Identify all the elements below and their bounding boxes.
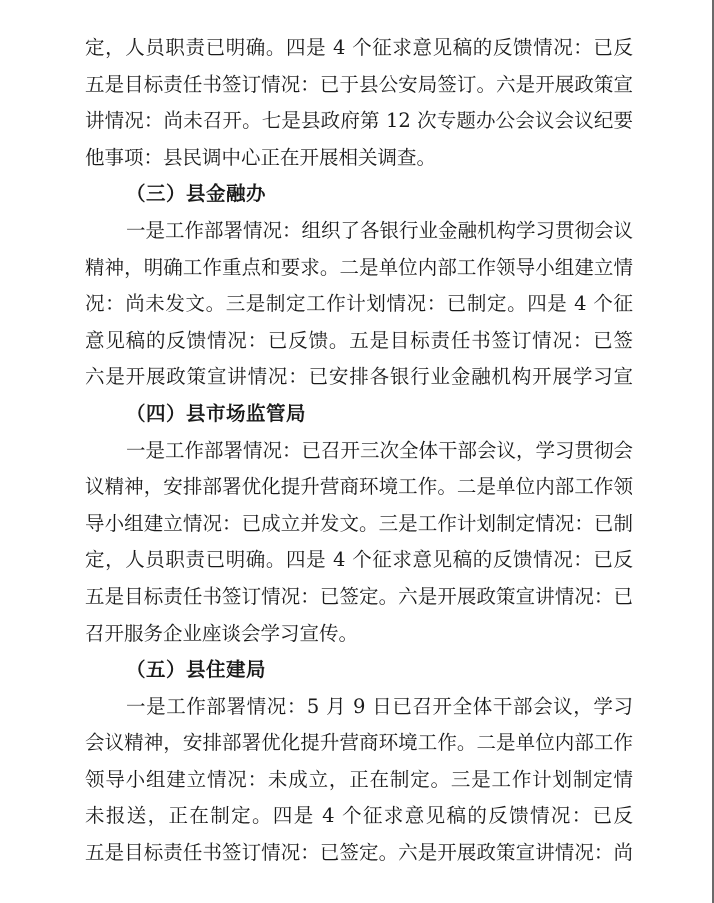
text-line: 六是开展政策宣讲情况：已安排各银行业金融机构开展学习宣 — [85, 365, 633, 389]
text-line: 议精神，安排部署优化提升营商环境工作。二是单位内部工作领 — [85, 475, 633, 499]
text-line: 五是目标责任书签订情况：已于县公安局签订。六是开展政策宣 — [85, 72, 633, 96]
paragraph-first-line: 一是工作部署情况：组织了各银行业金融机构学习贯彻会议 — [126, 218, 633, 242]
text-line: 领导小组建立情况：未成立，正在制定。三是工作计划制定情 — [85, 767, 633, 791]
section-heading-market-regulation: （四）县市场监管局 — [126, 401, 307, 425]
text-line: 未报送，正在制定。四是 4 个征求意见稿的反馈情况：已反 — [85, 804, 633, 828]
text-line: 定，人员职责已明确。四是 4 个征求意见稿的反馈情况：已反 — [85, 36, 633, 59]
text-line: 五是目标责任书签订情况：已签定。六是开展政策宣讲情况：已 — [85, 584, 633, 608]
text-line: 导小组建立情况：已成立并发文。三是工作计划制定情况：已制 — [85, 511, 633, 535]
paragraph-first-line: 一是工作部署情况：已召开三次全体干部会议，学习贯彻会 — [126, 438, 633, 462]
section-heading-housing-bureau: （五）县住建局 — [126, 658, 267, 682]
text-line: 定，人员职责已明确。四是 4 个征求意见稿的反馈情况：已反 — [85, 548, 633, 572]
document-body — [85, 30, 633, 872]
paragraph-first-line: 一是工作部署情况：5 月 9 日已召开全体干部会议，学习 — [126, 694, 633, 718]
text-line: 精神，明确工作重点和要求。二是单位内部工作领导小组建立情 — [85, 255, 633, 279]
section-heading-finance-office: （三）县金融办 — [126, 182, 267, 206]
text-line: 五是目标责任书签订情况：已签定。六是开展政策宣讲情况：尚 — [85, 841, 633, 865]
text-line: 况：尚未发文。三是制定工作计划情况：已制定。四是 4 个征 — [85, 292, 633, 316]
text-line: 他事项：县民调中心正在开展相关调查。 — [85, 145, 437, 169]
text-line: 意见稿的反馈情况：已反馈。五是目标责任书签订情况：已签 — [85, 328, 633, 352]
text-line: 会议精神，安排部署优化提升营商环境工作。二是单位内部工作 — [85, 731, 633, 755]
text-line: 讲情况：尚未召开。七是县政府第 12 次专题办公会议会议纪要 — [85, 109, 633, 133]
text-line: 召开服务企业座谈会学习宣传。 — [85, 621, 359, 645]
